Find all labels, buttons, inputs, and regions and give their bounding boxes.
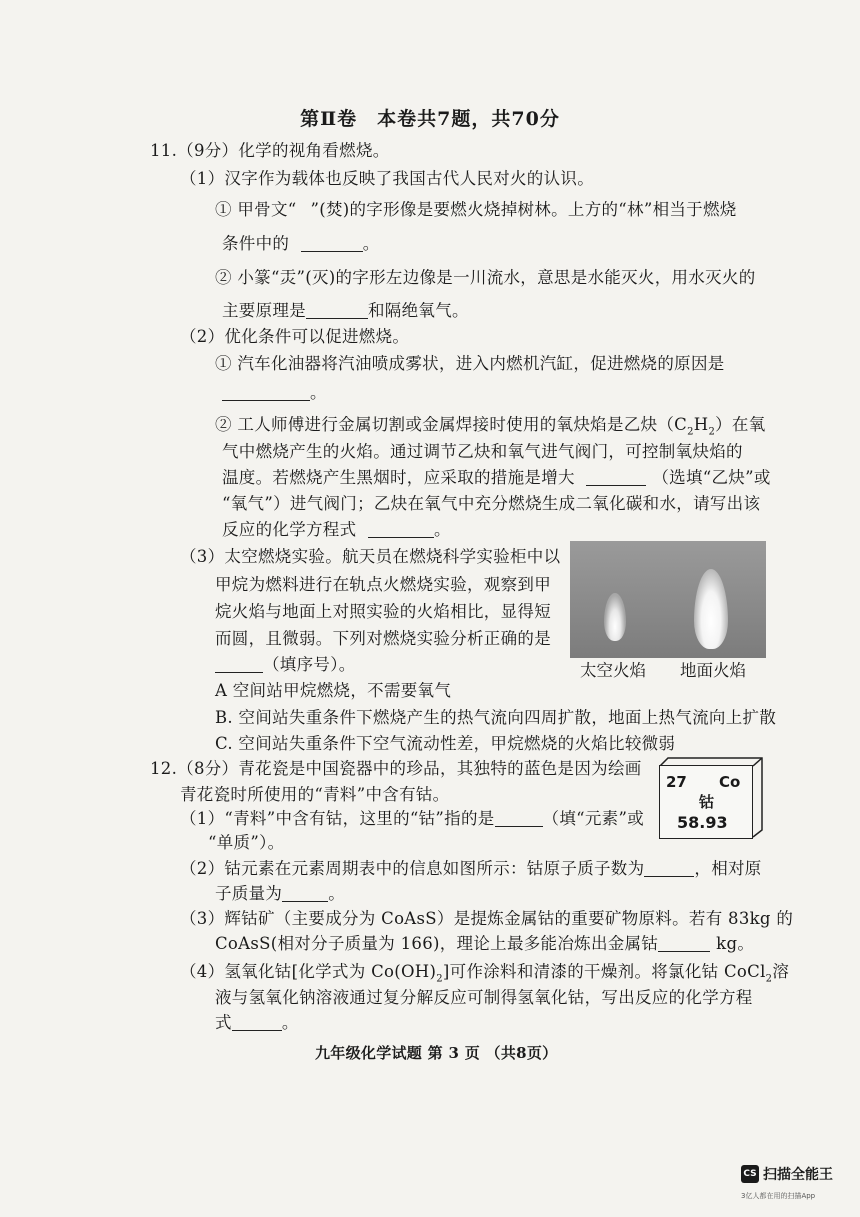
q11-part3-line3: 烷火焰与地面上对照实验的火焰相比，显得短	[215, 602, 551, 621]
answer-blank[interactable]	[586, 469, 646, 486]
element-name: 钴	[699, 793, 715, 811]
answer-blank[interactable]	[368, 521, 434, 538]
answer-blank[interactable]	[658, 935, 710, 952]
q11-part1-2-line1	[215, 267, 756, 289]
text: 溶	[772, 962, 790, 981]
element-symbol: Co	[719, 773, 741, 791]
scanner-logo-icon: CS	[741, 1165, 759, 1183]
answer-blank[interactable]	[644, 860, 694, 877]
caption-space-flame: 太空火焰	[580, 661, 646, 680]
answer-blank[interactable]	[215, 656, 263, 673]
q11-part3-line4: 而圆，且微弱。下列对燃烧实验分析正确的是	[215, 629, 551, 648]
q11-option-c: C. 空间站失重条件下空气流动性差，甲烷燃烧的火焰比较微弱	[215, 734, 676, 753]
space-flame	[604, 593, 626, 641]
text: （填序号）。	[263, 655, 356, 674]
text: （填“元素”或	[542, 809, 645, 828]
caption-ground-flame: 地面火焰	[680, 661, 746, 680]
subscript: 2	[765, 973, 773, 985]
q11-option-a: A 空间站甲烷燃烧，不需要氧气	[215, 681, 452, 700]
answer-blank[interactable]	[495, 810, 543, 827]
text: ）在氧	[715, 415, 766, 434]
q11-part2-2-line4: “氧气”）进气阀门；乙炔在氧气中充分燃烧生成二氧化碳和水，请写出该	[222, 494, 761, 513]
text: ① 甲骨文“	[215, 200, 297, 219]
q12-part3-line2	[215, 933, 754, 955]
q12-part4-line2: 液与氢氧化钠溶液通过复分解反应可制得氢氧化钴，写出反应的化学方程	[215, 988, 753, 1007]
answer-blank[interactable]	[282, 885, 328, 902]
atomic-number: 27	[666, 773, 687, 791]
q11-part1-1-line1	[215, 199, 737, 221]
q11-part2-2-line1	[215, 414, 766, 436]
q12-part4-line1	[180, 961, 789, 983]
full-stop: 。	[310, 383, 327, 402]
text: 式	[215, 1013, 232, 1032]
text: （选填“乙炔”或	[652, 468, 771, 487]
text: H	[693, 415, 709, 434]
full-stop: 。	[362, 234, 380, 253]
text: ]可作涂料和清漆的干燥剂。将氯化钴 CoCl	[442, 962, 766, 981]
text: CoAsS(相对分子质量为 166)，理论上最多能冶炼出金属钴	[215, 934, 659, 953]
atomic-mass: 58.93	[677, 813, 728, 832]
q11-part2-2-line3	[222, 467, 771, 489]
text: （1）“青料”中含有钴，这里的“钴”指的是	[180, 809, 495, 828]
q11-part1-2-line2	[222, 300, 469, 322]
text: ② 工人师傅进行金属切割或金属焊接时使用的氧炔焰是乙炔（C	[215, 415, 688, 434]
answer-blank[interactable]	[232, 1014, 282, 1031]
q11-option-b: B. 空间站失重条件下燃烧产生的热气流向四周扩散，地面上热气流向上扩散	[215, 708, 777, 727]
text: 条件中的	[222, 234, 290, 253]
scanner-app-name: 扫描全能王	[763, 1167, 833, 1183]
q12-part2-line1	[180, 858, 762, 880]
text: ”(焚)的字形像是要燃火烧掉树林。上方的“林”相当于燃烧	[310, 200, 737, 219]
q11-part1: （1）汉字作为载体也反映了我国古代人民对火的认识。	[180, 169, 594, 188]
text: 反应的化学方程式	[222, 520, 357, 539]
ground-flame	[694, 569, 728, 649]
full-stop: 。	[281, 1013, 299, 1032]
text: 主要原理是	[222, 301, 306, 320]
q11-part2-1-line2	[222, 382, 327, 404]
text: （4）氢氧化钴[化学式为 Co(OH)	[180, 962, 437, 981]
subscript: 2	[687, 426, 694, 438]
text: ，相对原	[694, 859, 762, 878]
q12-part3-line1: （3）辉钴矿（主要成分为 CoAsS）是提炼金属钴的重要矿物原料。若有 83kg 的	[180, 909, 794, 928]
flame-comparison-photo	[570, 541, 766, 658]
q11-part3-line2: 甲烷为燃料进行在轨点火燃烧实验，观察到甲	[215, 575, 551, 594]
q11-part3-line5	[215, 654, 356, 676]
q11-part2-2-line2: 气中燃烧产生的火焰。通过调节乙炔和氧气进气阀门，可控制氧炔焰的	[222, 442, 743, 461]
q12-part2-line2	[215, 883, 345, 905]
q12-part1-line1	[180, 808, 644, 830]
q11-stem: 11.（9分）化学的视角看燃烧。	[150, 141, 390, 160]
q11-part2: （2）优化条件可以促进燃烧。	[180, 327, 410, 346]
full-stop: 。	[328, 884, 346, 903]
q11-part1-1-line2	[222, 233, 380, 255]
text: （2）钴元素在元素周期表中的信息如图所示：钴原子质子数为	[180, 859, 645, 878]
answer-blank[interactable]	[306, 302, 368, 319]
seal-script-glyph: 㶣	[279, 268, 297, 287]
q12-part4-line3	[215, 1012, 299, 1034]
text: ② 小篆“	[215, 268, 280, 287]
q11-part2-1-line1: ① 汽车化油器将汽油喷成雾状，进入内燃机汽缸，促进燃烧的原因是	[215, 354, 725, 373]
q11-part3-line1: （3）太空燃烧实验。航天员在燃烧科学实验柜中以	[180, 547, 561, 566]
answer-blank[interactable]	[301, 235, 363, 252]
scanner-tagline: 3亿人都在用的扫描App	[741, 1192, 816, 1200]
text: 温度。若燃烧产生黑烟时，应采取的措施是增大	[222, 468, 575, 487]
subscript: 2	[708, 426, 716, 438]
text: 子质量为	[215, 884, 283, 903]
section-header: 第Ⅱ卷 本卷共7题，共70分	[300, 108, 560, 130]
answer-blank[interactable]	[222, 384, 310, 401]
q12-stem-line2: 青花瓷时所使用的“青料”中含有钴。	[180, 785, 450, 804]
text: ”(灭)的字形左边像是一川流水，意思是水能灭火，用水灭火的	[296, 268, 756, 287]
page-footer: 九年级化学试题 第 3 页 （共8页）	[315, 1044, 558, 1062]
full-stop: 。	[433, 520, 451, 539]
periodic-element-card	[659, 757, 763, 838]
text: kg。	[716, 934, 755, 953]
q11-part2-2-line5	[222, 519, 451, 541]
q12-part1-line2: “单质”）。	[208, 833, 285, 852]
subscript: 2	[436, 973, 443, 985]
q12-stem-line1: 12.（8分）青花瓷是中国瓷器中的珍品，其独特的蓝色是因为绘画	[150, 759, 642, 778]
text: 和隔绝氧气。	[368, 301, 469, 320]
